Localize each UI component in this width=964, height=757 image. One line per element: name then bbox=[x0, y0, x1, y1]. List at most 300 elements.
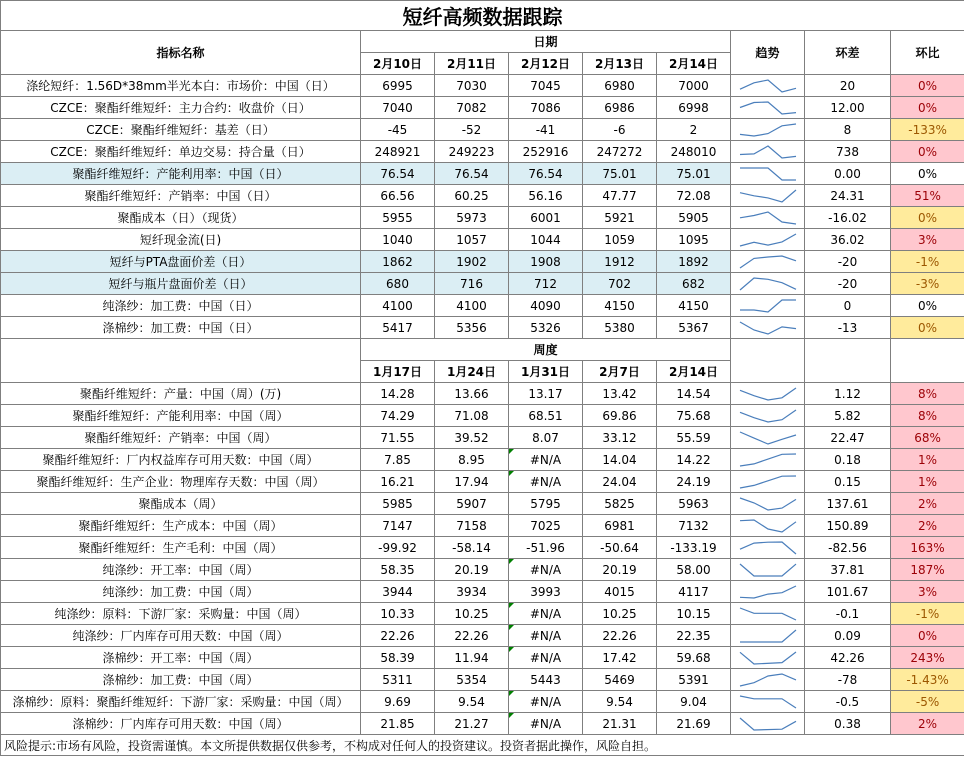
change-cell: 0.15 bbox=[805, 471, 891, 493]
indicator-name: 聚酯纤维短纤：产能利用率：中国（日） bbox=[1, 163, 361, 185]
value-cell: 21.85 bbox=[361, 713, 435, 735]
value-cell: 716 bbox=[435, 273, 509, 295]
change-cell: 0.09 bbox=[805, 625, 891, 647]
change-cell: 0 bbox=[805, 295, 891, 317]
daily-row bbox=[1, 229, 964, 251]
value-cell: 8.95 bbox=[435, 449, 509, 471]
trend-cell bbox=[731, 691, 805, 713]
trend-line bbox=[740, 674, 796, 686]
value-cell: 21.27 bbox=[435, 713, 509, 735]
trend-sparkline bbox=[738, 188, 798, 204]
value-cell: 5973 bbox=[435, 207, 509, 229]
value-cell: 252916 bbox=[509, 141, 583, 163]
value-cell: 22.26 bbox=[583, 625, 657, 647]
value-cell: 1059 bbox=[583, 229, 657, 251]
value-cell: 1044 bbox=[509, 229, 583, 251]
change-cell: 8 bbox=[805, 119, 891, 141]
value-cell: 3934 bbox=[435, 581, 509, 603]
pct-cell: 1% bbox=[891, 471, 964, 493]
value-cell: 39.52 bbox=[435, 427, 509, 449]
trend-sparkline bbox=[738, 540, 798, 556]
trend-sparkline bbox=[738, 584, 798, 600]
weekly-row bbox=[1, 405, 964, 427]
trend-cell bbox=[731, 515, 805, 537]
weekly-row bbox=[1, 471, 964, 493]
pct-cell: 68% bbox=[891, 427, 964, 449]
daily-date-header: 2月12日 bbox=[509, 53, 583, 75]
indicator-name: 聚酯纤维短纤：生产毛利：中国（周） bbox=[1, 537, 361, 559]
value-cell: 58.00 bbox=[657, 559, 731, 581]
pct-cell: 0% bbox=[891, 141, 964, 163]
value-cell: 248921 bbox=[361, 141, 435, 163]
trend-cell bbox=[731, 141, 805, 163]
change-cell: 24.31 bbox=[805, 185, 891, 207]
blank-cell bbox=[805, 339, 891, 383]
value-cell: 74.29 bbox=[361, 405, 435, 427]
trend-cell bbox=[731, 427, 805, 449]
weekly-row bbox=[1, 449, 964, 471]
value-cell: 2 bbox=[657, 119, 731, 141]
value-cell: 5443 bbox=[509, 669, 583, 691]
daily-date-header: 2月14日 bbox=[657, 53, 731, 75]
change-cell: 738 bbox=[805, 141, 891, 163]
trend-sparkline bbox=[738, 254, 798, 270]
value-cell: 5921 bbox=[583, 207, 657, 229]
value-cell: 9.54 bbox=[583, 691, 657, 713]
trend-cell bbox=[731, 317, 805, 339]
value-cell: 1862 bbox=[361, 251, 435, 273]
daily-row bbox=[1, 207, 964, 229]
value-cell: 712 bbox=[509, 273, 583, 295]
trend-line bbox=[740, 146, 796, 158]
change-cell: -82.56 bbox=[805, 537, 891, 559]
pct-cell: 2% bbox=[891, 493, 964, 515]
trend-line bbox=[740, 300, 796, 312]
pct-cell: 1% bbox=[891, 449, 964, 471]
weekly-date-header: 2月7日 bbox=[583, 361, 657, 383]
value-cell: 1908 bbox=[509, 251, 583, 273]
trend-cell bbox=[731, 383, 805, 405]
value-cell: 13.42 bbox=[583, 383, 657, 405]
indicator-name: CZCE：聚酯纤维短纤：主力合约：收盘价（日） bbox=[1, 97, 361, 119]
value-cell: 66.56 bbox=[361, 185, 435, 207]
value-cell: 76.54 bbox=[509, 163, 583, 185]
change-header: 环差 bbox=[805, 31, 891, 75]
indicator-name: 纯涤纱：厂内库存可用天数：中国（周） bbox=[1, 625, 361, 647]
pct-cell: -133% bbox=[891, 119, 964, 141]
value-cell: #N/A bbox=[509, 713, 583, 735]
value-cell: 60.25 bbox=[435, 185, 509, 207]
pct-cell: -1% bbox=[891, 251, 964, 273]
indicator-name: CZCE：聚酯纤维短纤：单边交易：持合量（日） bbox=[1, 141, 361, 163]
pct-cell: 51% bbox=[891, 185, 964, 207]
trend-sparkline bbox=[738, 562, 798, 578]
blank-cell bbox=[1, 339, 361, 383]
trend-cell bbox=[731, 559, 805, 581]
trend-sparkline bbox=[738, 606, 798, 622]
value-cell: 5417 bbox=[361, 317, 435, 339]
trend-cell bbox=[731, 273, 805, 295]
trend-sparkline bbox=[738, 386, 798, 402]
change-cell: 22.47 bbox=[805, 427, 891, 449]
indicator-name: 短纤与PTA盘面价差（日） bbox=[1, 251, 361, 273]
indicator-name: 纯涤纱：开工率：中国（周） bbox=[1, 559, 361, 581]
value-cell: #N/A bbox=[509, 449, 583, 471]
daily-row bbox=[1, 251, 964, 273]
trend-sparkline bbox=[738, 276, 798, 292]
trend-sparkline bbox=[738, 78, 798, 94]
value-cell: 5905 bbox=[657, 207, 731, 229]
trend-cell bbox=[731, 625, 805, 647]
weekly-date-header: 1月17日 bbox=[361, 361, 435, 383]
trend-sparkline bbox=[738, 298, 798, 314]
value-cell: 72.08 bbox=[657, 185, 731, 207]
change-cell: 20 bbox=[805, 75, 891, 97]
trend-sparkline bbox=[738, 430, 798, 446]
pct-cell: 2% bbox=[891, 515, 964, 537]
trend-sparkline bbox=[738, 518, 798, 534]
pct-cell: 163% bbox=[891, 537, 964, 559]
weekly-row bbox=[1, 383, 964, 405]
daily-row bbox=[1, 295, 964, 317]
value-cell: 59.68 bbox=[657, 647, 731, 669]
value-cell: 5469 bbox=[583, 669, 657, 691]
value-cell: 4015 bbox=[583, 581, 657, 603]
indicator-name: 涤棉纱：加工费：中国（周） bbox=[1, 669, 361, 691]
trend-cell bbox=[731, 603, 805, 625]
pct-cell: 0% bbox=[891, 207, 964, 229]
trend-cell bbox=[731, 493, 805, 515]
trend-sparkline bbox=[738, 628, 798, 644]
value-cell: 4150 bbox=[583, 295, 657, 317]
daily-row bbox=[1, 163, 964, 185]
value-cell: 58.39 bbox=[361, 647, 435, 669]
value-cell: 5380 bbox=[583, 317, 657, 339]
value-cell: 24.19 bbox=[657, 471, 731, 493]
value-cell: 5963 bbox=[657, 493, 731, 515]
trend-line bbox=[740, 608, 796, 620]
trend-sparkline bbox=[738, 122, 798, 138]
trend-line bbox=[740, 454, 796, 466]
trend-sparkline bbox=[738, 144, 798, 160]
change-cell: 150.89 bbox=[805, 515, 891, 537]
indicator-name: 涤纶短纤：1.56D*38mm半光本白：市场价：中国（日） bbox=[1, 75, 361, 97]
value-cell: 7045 bbox=[509, 75, 583, 97]
trend-line bbox=[740, 630, 796, 642]
trend-sparkline bbox=[738, 694, 798, 710]
indicator-name: 短纤现金流(日) bbox=[1, 229, 361, 251]
pct-cell: 2% bbox=[891, 713, 964, 735]
value-cell: 6995 bbox=[361, 75, 435, 97]
value-cell: 7147 bbox=[361, 515, 435, 537]
trend-cell bbox=[731, 163, 805, 185]
indicator-name: 聚酯纤维短纤：产量：中国（周）(万) bbox=[1, 383, 361, 405]
indicator-name: 纯涤纱：加工费：中国（周） bbox=[1, 581, 361, 603]
value-cell: 11.94 bbox=[435, 647, 509, 669]
value-cell: 13.17 bbox=[509, 383, 583, 405]
daily-row bbox=[1, 75, 964, 97]
trend-sparkline bbox=[738, 166, 798, 182]
value-cell: 6981 bbox=[583, 515, 657, 537]
value-cell: 8.07 bbox=[509, 427, 583, 449]
indicator-header: 指标名称 bbox=[1, 31, 361, 75]
trend-cell bbox=[731, 581, 805, 603]
value-cell: #N/A bbox=[509, 559, 583, 581]
value-cell: 58.35 bbox=[361, 559, 435, 581]
change-cell: -0.5 bbox=[805, 691, 891, 713]
trend-line bbox=[740, 234, 796, 246]
value-cell: 71.08 bbox=[435, 405, 509, 427]
value-cell: 5311 bbox=[361, 669, 435, 691]
trend-cell bbox=[731, 537, 805, 559]
indicator-name: 短纤与瓶片盘面价差（日） bbox=[1, 273, 361, 295]
weekly-row bbox=[1, 493, 964, 515]
value-cell: -50.64 bbox=[583, 537, 657, 559]
trend-line bbox=[740, 388, 796, 400]
indicator-name: 涤棉纱：加工费：中国（日） bbox=[1, 317, 361, 339]
value-cell: 7040 bbox=[361, 97, 435, 119]
daily-row bbox=[1, 97, 964, 119]
value-cell: 4117 bbox=[657, 581, 731, 603]
pct-cell: -3% bbox=[891, 273, 964, 295]
value-cell: 7132 bbox=[657, 515, 731, 537]
trend-cell bbox=[731, 207, 805, 229]
weekly-row bbox=[1, 603, 964, 625]
pct-cell: -1.43% bbox=[891, 669, 964, 691]
trend-line bbox=[740, 498, 796, 510]
change-cell: 0.00 bbox=[805, 163, 891, 185]
pct-cell: -5% bbox=[891, 691, 964, 713]
pct-cell: 0% bbox=[891, 97, 964, 119]
weekly-row bbox=[1, 427, 964, 449]
indicator-name: 聚酯纤维短纤：产销率：中国（周） bbox=[1, 427, 361, 449]
trend-line bbox=[740, 410, 796, 422]
value-cell: 76.54 bbox=[435, 163, 509, 185]
indicator-name: 聚酯纤维短纤：生产成本：中国（周） bbox=[1, 515, 361, 537]
change-cell: 12.00 bbox=[805, 97, 891, 119]
trend-sparkline bbox=[738, 100, 798, 116]
value-cell: 21.31 bbox=[583, 713, 657, 735]
value-cell: 10.15 bbox=[657, 603, 731, 625]
daily-row bbox=[1, 141, 964, 163]
value-cell: 5354 bbox=[435, 669, 509, 691]
change-cell: 0.18 bbox=[805, 449, 891, 471]
page-title: 短纤高频数据跟踪 bbox=[1, 1, 964, 31]
value-cell: 75.01 bbox=[583, 163, 657, 185]
value-cell: #N/A bbox=[509, 691, 583, 713]
trend-line bbox=[740, 696, 796, 708]
value-cell: 7086 bbox=[509, 97, 583, 119]
value-cell: 1040 bbox=[361, 229, 435, 251]
value-cell: #N/A bbox=[509, 603, 583, 625]
value-cell: 22.35 bbox=[657, 625, 731, 647]
value-cell: 680 bbox=[361, 273, 435, 295]
value-cell: -45 bbox=[361, 119, 435, 141]
trend-cell bbox=[731, 669, 805, 691]
trend-cell bbox=[731, 251, 805, 273]
indicator-name: 聚酯成本（日）（现货） bbox=[1, 207, 361, 229]
value-cell: 76.54 bbox=[361, 163, 435, 185]
trend-line bbox=[740, 432, 796, 444]
value-cell: 69.86 bbox=[583, 405, 657, 427]
trend-line bbox=[740, 190, 796, 202]
pct-cell: -1% bbox=[891, 603, 964, 625]
value-cell: 5391 bbox=[657, 669, 731, 691]
value-cell: -133.19 bbox=[657, 537, 731, 559]
pct-cell: 0% bbox=[891, 163, 964, 185]
value-cell: 14.22 bbox=[657, 449, 731, 471]
trend-cell bbox=[731, 75, 805, 97]
value-cell: 7000 bbox=[657, 75, 731, 97]
indicator-name: 涤棉纱：开工率：中国（周） bbox=[1, 647, 361, 669]
value-cell: -99.92 bbox=[361, 537, 435, 559]
value-cell: 22.26 bbox=[361, 625, 435, 647]
change-cell: 137.61 bbox=[805, 493, 891, 515]
indicator-name: 聚酯纤维短纤：厂内权益库存可用天数：中国（周） bbox=[1, 449, 361, 471]
trend-line bbox=[740, 322, 796, 334]
pct-cell: 0% bbox=[891, 75, 964, 97]
value-cell: 6001 bbox=[509, 207, 583, 229]
value-cell: 13.66 bbox=[435, 383, 509, 405]
indicator-name: 聚酯纤维短纤：生产企业：物理库存天数：中国（周） bbox=[1, 471, 361, 493]
value-cell: 20.19 bbox=[435, 559, 509, 581]
trend-sparkline bbox=[738, 232, 798, 248]
trend-sparkline bbox=[738, 320, 798, 336]
pct-cell: 3% bbox=[891, 581, 964, 603]
pct-cell: 243% bbox=[891, 647, 964, 669]
change-cell: 42.26 bbox=[805, 647, 891, 669]
value-cell: 68.51 bbox=[509, 405, 583, 427]
trend-cell bbox=[731, 295, 805, 317]
value-cell: 1892 bbox=[657, 251, 731, 273]
value-cell: 75.01 bbox=[657, 163, 731, 185]
value-cell: #N/A bbox=[509, 647, 583, 669]
pct-header: 环比 bbox=[891, 31, 964, 75]
value-cell: 7030 bbox=[435, 75, 509, 97]
value-cell: 17.42 bbox=[583, 647, 657, 669]
change-cell: -16.02 bbox=[805, 207, 891, 229]
pct-cell: 0% bbox=[891, 295, 964, 317]
change-cell: 101.67 bbox=[805, 581, 891, 603]
trend-sparkline bbox=[738, 716, 798, 732]
value-cell: 1912 bbox=[583, 251, 657, 273]
change-cell: 1.12 bbox=[805, 383, 891, 405]
value-cell: 5825 bbox=[583, 493, 657, 515]
value-cell: 249223 bbox=[435, 141, 509, 163]
weekly-row bbox=[1, 559, 964, 581]
value-cell: 5795 bbox=[509, 493, 583, 515]
pct-cell: 187% bbox=[891, 559, 964, 581]
pct-cell: 0% bbox=[891, 625, 964, 647]
trend-line bbox=[740, 212, 796, 224]
value-cell: #N/A bbox=[509, 471, 583, 493]
value-cell: 7158 bbox=[435, 515, 509, 537]
value-cell: 3944 bbox=[361, 581, 435, 603]
indicator-name: 涤棉纱：原料：聚酯纤维短纤：下游厂家：采购量：中国（周） bbox=[1, 691, 361, 713]
trend-cell bbox=[731, 185, 805, 207]
value-cell: 4100 bbox=[435, 295, 509, 317]
value-cell: 702 bbox=[583, 273, 657, 295]
value-cell: -41 bbox=[509, 119, 583, 141]
indicator-name: 涤棉纱：厂内库存可用天数：中国（周） bbox=[1, 713, 361, 735]
value-cell: 10.25 bbox=[435, 603, 509, 625]
value-cell: 14.04 bbox=[583, 449, 657, 471]
change-cell: 36.02 bbox=[805, 229, 891, 251]
change-cell: -13 bbox=[805, 317, 891, 339]
value-cell: 6998 bbox=[657, 97, 731, 119]
value-cell: 1057 bbox=[435, 229, 509, 251]
trend-line bbox=[740, 718, 796, 730]
indicator-name: 聚酯纤维短纤：产能利用率：中国（周） bbox=[1, 405, 361, 427]
value-cell: 22.26 bbox=[435, 625, 509, 647]
trend-line bbox=[740, 124, 796, 136]
value-cell: 682 bbox=[657, 273, 731, 295]
daily-date-header: 2月13日 bbox=[583, 53, 657, 75]
trend-cell bbox=[731, 97, 805, 119]
value-cell: 9.69 bbox=[361, 691, 435, 713]
indicator-name: 聚酯纤维短纤：产销率：中国（日） bbox=[1, 185, 361, 207]
daily-date-header: 2月10日 bbox=[361, 53, 435, 75]
indicator-name: CZCE：聚酯纤维短纤：基差（日） bbox=[1, 119, 361, 141]
value-cell: 7082 bbox=[435, 97, 509, 119]
trend-cell bbox=[731, 471, 805, 493]
change-cell: 37.81 bbox=[805, 559, 891, 581]
daily-row bbox=[1, 185, 964, 207]
indicator-name: 纯涤纱：加工费：中国（日） bbox=[1, 295, 361, 317]
value-cell: 247272 bbox=[583, 141, 657, 163]
weekly-row bbox=[1, 713, 964, 735]
value-cell: 6980 bbox=[583, 75, 657, 97]
value-cell: 21.69 bbox=[657, 713, 731, 735]
weekly-row bbox=[1, 537, 964, 559]
value-cell: 5356 bbox=[435, 317, 509, 339]
trend-cell bbox=[731, 119, 805, 141]
value-cell: 55.59 bbox=[657, 427, 731, 449]
value-cell: -52 bbox=[435, 119, 509, 141]
value-cell: 5907 bbox=[435, 493, 509, 515]
value-cell: 4150 bbox=[657, 295, 731, 317]
daily-row bbox=[1, 317, 964, 339]
trend-line bbox=[740, 256, 796, 268]
value-cell: 10.33 bbox=[361, 603, 435, 625]
value-cell: 14.28 bbox=[361, 383, 435, 405]
weekly-row bbox=[1, 581, 964, 603]
value-cell: 7025 bbox=[509, 515, 583, 537]
risk-disclaimer: 风险提示:市场有风险，投资需谨慎。本文所提供数据仅供参考，不构成对任何人的投资建议。投资者据此操作，风险自担。 bbox=[1, 735, 964, 756]
daily-date-header: 2月11日 bbox=[435, 53, 509, 75]
trend-sparkline bbox=[738, 672, 798, 688]
pct-cell: 8% bbox=[891, 405, 964, 427]
trend-line bbox=[740, 542, 796, 554]
trend-sparkline bbox=[738, 210, 798, 226]
trend-sparkline bbox=[738, 650, 798, 666]
trend-header: 趋势 bbox=[731, 31, 805, 75]
blank-cell bbox=[891, 339, 964, 383]
value-cell: 9.04 bbox=[657, 691, 731, 713]
value-cell: 47.77 bbox=[583, 185, 657, 207]
trend-line bbox=[740, 102, 796, 114]
weekly-row bbox=[1, 669, 964, 691]
week-group-header: 周度 bbox=[361, 339, 731, 361]
value-cell: 1095 bbox=[657, 229, 731, 251]
indicator-name: 聚酯成本（周） bbox=[1, 493, 361, 515]
value-cell: -6 bbox=[583, 119, 657, 141]
trend-cell bbox=[731, 647, 805, 669]
value-cell: 56.16 bbox=[509, 185, 583, 207]
change-cell: 5.82 bbox=[805, 405, 891, 427]
pct-cell: 3% bbox=[891, 229, 964, 251]
change-cell: -78 bbox=[805, 669, 891, 691]
